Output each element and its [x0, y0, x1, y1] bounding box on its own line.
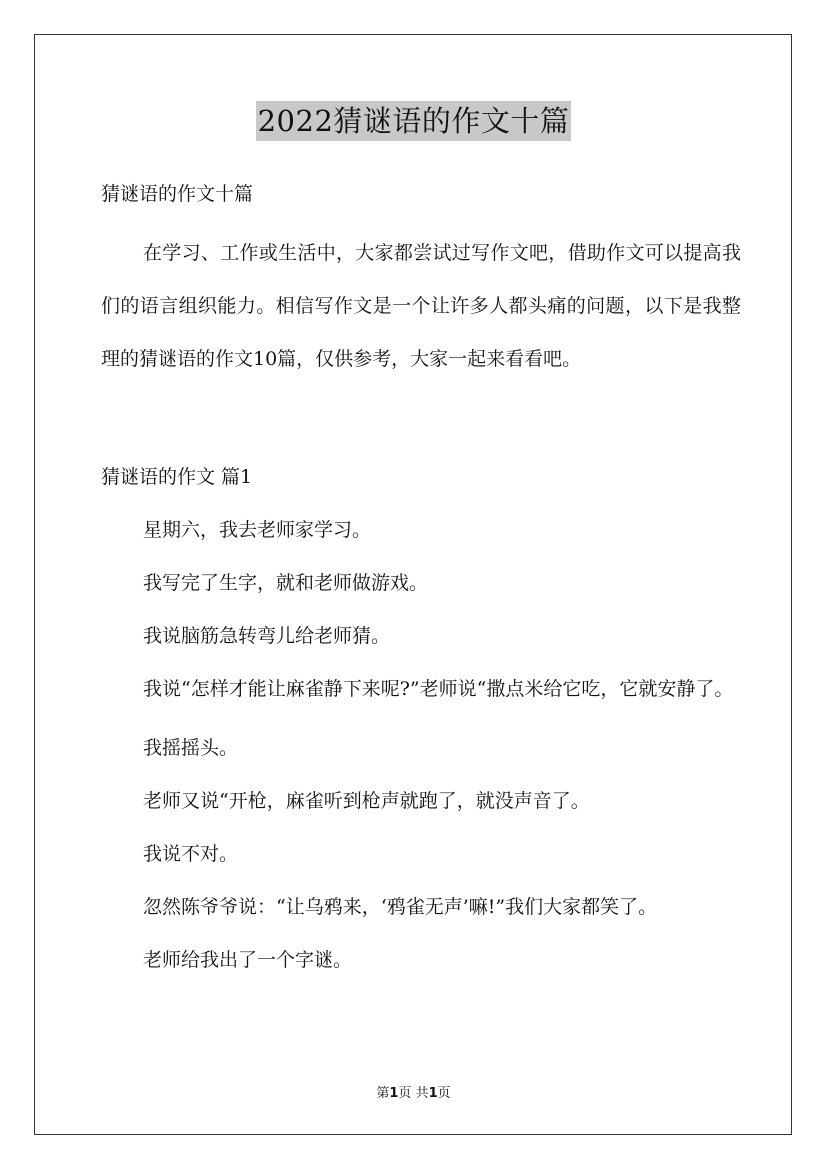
- footer-page-prefix: 第: [376, 1086, 390, 1101]
- footer-page-suffix: 页: [437, 1086, 451, 1101]
- intro-paragraph: 在学习、工作或生活中，大家都尝试过写作文吧，借助作文可以提高我们的语言组织能力。相信写作文是一个让许多人都头痛的问题，以下是我整理的猜谜语的作文10篇，仅供参考，大家一起来看看吧。: [101, 242, 741, 370]
- document-body: [101, 174, 741, 981]
- paragraph: 老师给我出了一个字谜。: [143, 949, 353, 971]
- footer-page-total: 1: [428, 1086, 438, 1101]
- paragraph: 我说“怎样才能让麻雀静下来呢?”老师说“撒点米给它吃，它就安静了。: [143, 678, 734, 700]
- paragraph: 我摇摇头。: [143, 737, 239, 759]
- title-container: [0, 101, 827, 141]
- paragraph: 老师又说“开枪，麻雀听到枪声就跑了，就没声音了。: [143, 790, 590, 812]
- document-title: 2022猜谜语的作文十篇: [256, 101, 572, 141]
- footer-page-current: 1: [389, 1086, 399, 1101]
- paragraph: 我写完了生字，就和老师做游戏。: [143, 572, 429, 594]
- document-subtitle: 猜谜语的作文十篇: [101, 183, 254, 205]
- paragraph: 忽然陈爷爷说：“让乌鸦来，‘鸦雀无声’嘛!”我们大家都笑了。: [143, 896, 658, 918]
- page-footer: [0, 1082, 827, 1101]
- paragraph: 我说不对。: [143, 843, 239, 865]
- paragraph: 星期六，我去老师家学习。: [143, 519, 372, 541]
- paragraph: 我说脑筋急转弯儿给老师猜。: [143, 625, 391, 647]
- footer-page-mid: 页 共: [398, 1086, 429, 1101]
- section-heading: 猜谜语的作文 篇1: [101, 466, 253, 488]
